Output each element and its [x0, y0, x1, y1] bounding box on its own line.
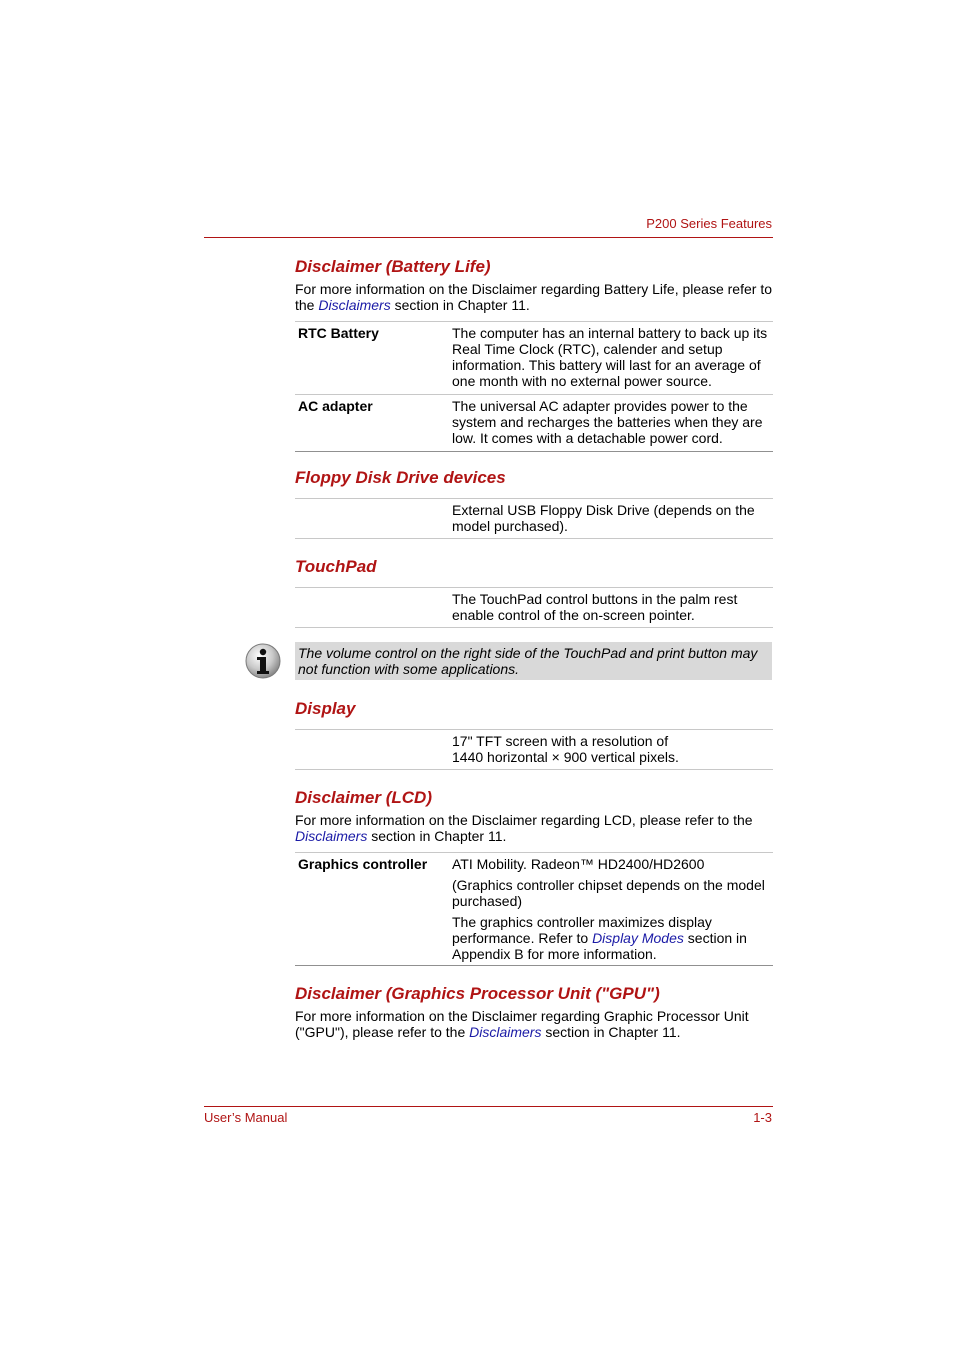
display-description [452, 733, 773, 769]
battery-disclaimer-heading: Disclaimer (Battery Life) [295, 257, 491, 276]
lcd-para-text: For more information on the Disclaimer regarding LCD, please refer to the [295, 812, 753, 828]
table-row [295, 499, 773, 538]
footer-manual-title: User’s Manual [204, 1110, 288, 1125]
rtc-battery-label: RTC Battery [298, 325, 379, 341]
running-header: P200 Series Features [646, 216, 772, 231]
graphics-table [295, 852, 773, 966]
graphics-performance-text: The graphics controller maximizes display performance. Refer to [452, 914, 712, 946]
empty-label [295, 502, 452, 538]
gpu-disclaimer-heading: Disclaimer (Graphics Processor Unit ("GPU") [295, 984, 660, 1003]
battery-para-text-end: section in Chapter 11. [390, 297, 530, 313]
table-row [295, 853, 773, 965]
info-icon [245, 643, 281, 679]
table-row [295, 730, 773, 769]
graphics-performance-text-end: section in Appendix B for more information. [452, 930, 747, 962]
graphics-chip-note: (Graphics controller chipset depends on the model purchased) [452, 877, 765, 909]
graphics-chip: ATI Mobility. Radeon™ HD2400/HD2600 [452, 856, 705, 872]
floppy-description: External USB Floppy Disk Drive (depends on the model purchased). [452, 502, 755, 534]
display-modes-link[interactable]: Display Modes [592, 930, 684, 946]
gpu-disclaimer-paragraph [295, 1008, 773, 1040]
graphics-performance [452, 914, 773, 962]
gpu-para-text-end: section in Chapter 11. [541, 1024, 681, 1040]
battery-disclaimers-link[interactable]: Disclaimers [318, 297, 391, 313]
touchpad-heading: TouchPad [295, 557, 377, 576]
touchpad-table [295, 587, 773, 628]
battery-disclaimer-paragraph [295, 281, 773, 313]
lcd-para-text-end: section in Chapter 11. [367, 828, 507, 844]
display-heading: Display [295, 699, 356, 718]
graphics-controller-description [452, 856, 773, 965]
lcd-disclaimers-link[interactable]: Disclaimers [295, 828, 368, 844]
touchpad-note: The volume control on the right side of the TouchPad and print button may not function with some applications. [295, 642, 772, 680]
display-table [295, 729, 773, 770]
ac-adapter-description: The universal AC adapter provides power to the system and recharges the batteries when they are low. It comes with a detachable power cord. [452, 398, 763, 446]
lcd-disclaimer-heading: Disclaimer (LCD) [295, 788, 432, 807]
page-number: 1-3 [753, 1110, 772, 1125]
rtc-battery-description: The computer has an internal battery to back up its Real Time Clock (RTC), calender and setup information. This battery will last for an average of one month with no external power source. [452, 325, 768, 389]
empty-label [295, 591, 452, 627]
table-row [295, 395, 773, 451]
graphics-controller-label: Graphics controller [298, 856, 428, 872]
empty-label [295, 733, 452, 769]
floppy-table [295, 498, 773, 539]
header-rule [204, 237, 773, 238]
display-line-2: 1440 horizontal × 900 vertical pixels. [452, 749, 679, 765]
gpu-para-text: For more information on the Disclaimer regarding Graphic Processor Unit ("GPU"), please refer to the [295, 1008, 749, 1040]
lcd-disclaimer-paragraph [295, 812, 773, 844]
display-line-1: 17" TFT screen with a resolution of [452, 733, 669, 749]
footer-rule [204, 1106, 773, 1107]
gpu-disclaimers-link[interactable]: Disclaimers [469, 1024, 542, 1040]
table-row [295, 322, 773, 395]
touchpad-description: The TouchPad control buttons in the palm rest enable control of the on-screen pointer. [452, 591, 738, 623]
floppy-heading: Floppy Disk Drive devices [295, 468, 506, 487]
table-row [295, 588, 773, 627]
battery-table [295, 321, 773, 452]
battery-para-text: For more information on the Disclaimer regarding Battery Life, please refer to the [295, 281, 772, 313]
ac-adapter-label: AC adapter [298, 398, 373, 414]
